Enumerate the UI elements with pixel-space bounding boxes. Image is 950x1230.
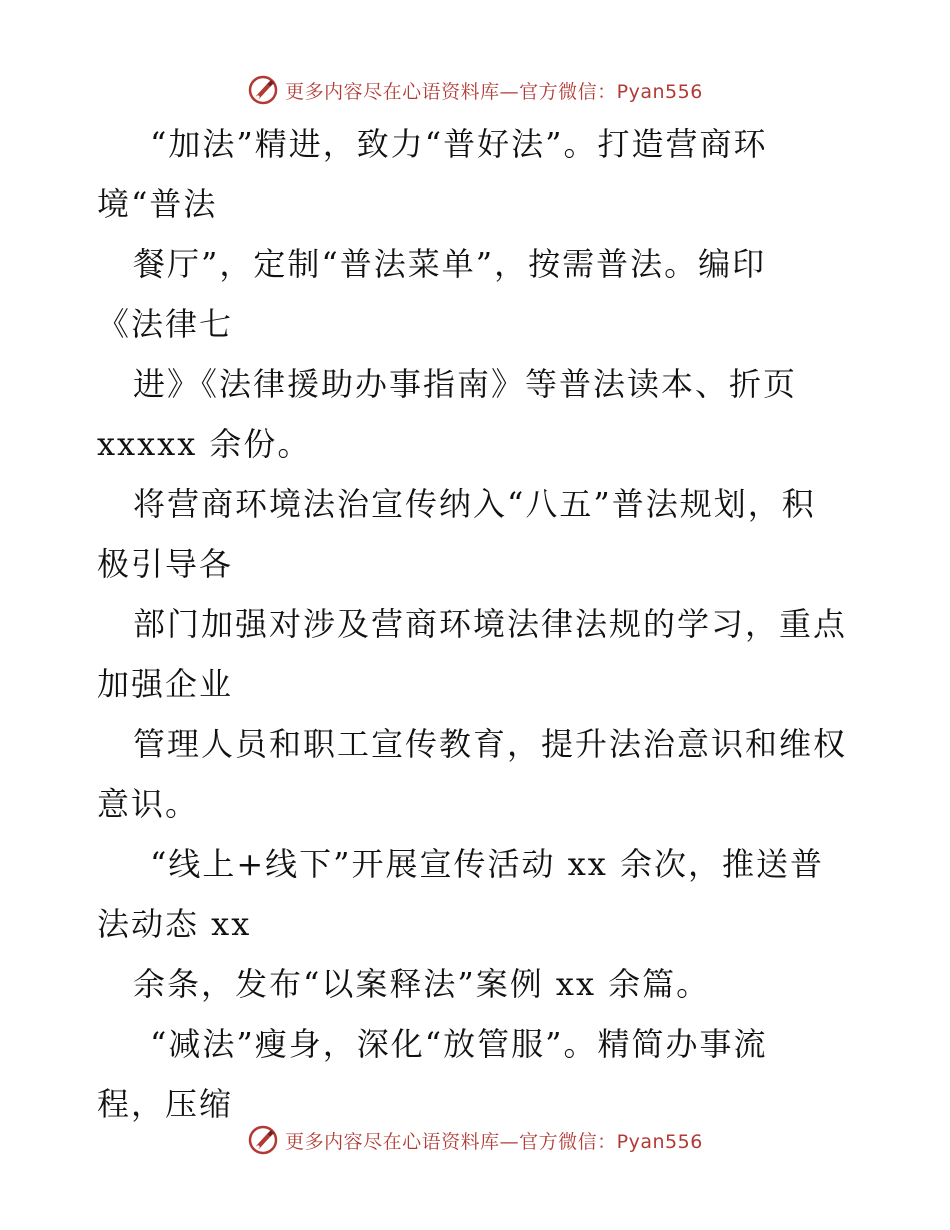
body-line: 法动态 xx [97, 905, 252, 943]
body-line: 余条，发布“以案释法”案例 xx 余篇。 [133, 965, 711, 1003]
body-line: 将营商环境法治宣传纳入“八五”普法规划，积 [133, 485, 816, 523]
body-line: 进》《法律援助办事指南》等普法读本、折页 [133, 365, 798, 403]
body-line: 管理人员和职工宣传教育，提升法治意识和维权 [133, 725, 848, 763]
body-line: 加强企业 [97, 665, 234, 703]
body-line: 餐厅”，定制“普法菜单”，按需普法。编印 [133, 245, 767, 283]
body-line: 程，压缩 [97, 1085, 234, 1123]
header-watermark [0, 70, 950, 110]
header-watermark-text: 更多内容尽在心语资料库—官方微信：Pyan556 [285, 80, 703, 103]
body-line: xxxxx 余份。 [97, 425, 312, 463]
body-line: 《法律七 [97, 305, 234, 343]
footer-watermark-text: 更多内容尽在心语资料库—官方微信：Pyan556 [285, 1130, 703, 1153]
body-line: “线上+线下”开展宣传活动 xx 余次，推送普 [150, 845, 824, 883]
body-line: 部门加强对涉及营商环境法律法规的学习，重点 [133, 605, 848, 643]
body-line: 意识。 [97, 785, 200, 823]
footer-watermark [0, 1120, 950, 1160]
body-line: “减法”瘦身，深化“放管服”。精简办事流 [150, 1025, 768, 1063]
body-line: 境“普法 [97, 185, 218, 223]
body-line: “加法”精进，致力“普好法”。打造营商环 [150, 125, 768, 163]
body-line: 极引导各 [97, 545, 234, 583]
pen-logo-icon [247, 74, 279, 106]
pen-logo-icon [247, 1124, 279, 1156]
